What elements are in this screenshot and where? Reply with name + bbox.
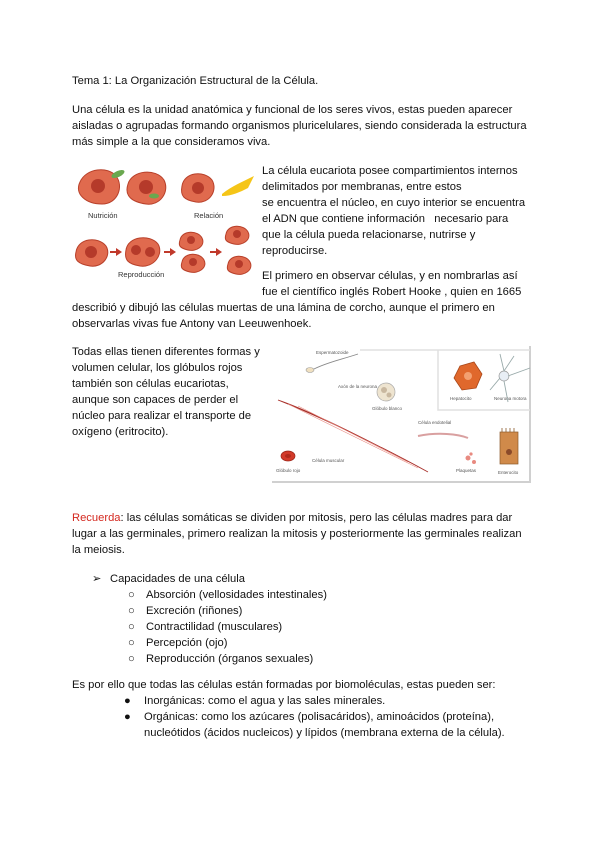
eukaryote-line: reproducirse. [262, 245, 328, 257]
cell-functions-figure [72, 160, 258, 280]
reproduction-label: Reproducción [118, 270, 165, 279]
neuron-label: Neurona motora [494, 396, 527, 401]
recuerda-line: lugar a las germinales, primero realizan la mitosis y posteriormente las germinales realizan [72, 528, 522, 540]
capacidades-heading [92, 571, 245, 587]
arrow-bullet-icon: ➢ [92, 573, 102, 585]
red-blood-cell [281, 451, 295, 461]
dot-bullet-icon: ● [124, 711, 131, 723]
reproduction-sequence [76, 226, 251, 274]
recuerda-label: Recuerda [72, 512, 121, 524]
recuerda-paragraph [72, 510, 534, 558]
sperm-label: Espermatozoide [316, 350, 349, 355]
cell-types-line: Todas ellas tienen diferentes formas y [72, 346, 260, 358]
circle-bullet-icon: ○ [128, 637, 135, 649]
hooke-line: fue el científico inglés Robert Hooke , quien en 1665 [262, 286, 522, 298]
intro-paragraph [72, 102, 532, 150]
capacidades-title: Capacidades de una célula [110, 573, 245, 585]
endothelial-label: Célula endotelial [418, 420, 452, 425]
capacidades-list [128, 587, 327, 667]
nutrition-cell-2 [127, 172, 166, 204]
hooke-paragraph-start [262, 268, 534, 300]
eukaryote-line: delimitados por membranas, entre estos [262, 181, 462, 193]
muscle-label: Célula muscular [312, 458, 345, 463]
arrow-right-icon [170, 248, 176, 256]
intro-line: más simple a la que consideramos viva. [72, 136, 271, 148]
circle-bullet-icon: ○ [128, 589, 135, 601]
hepatocyte-label: Hepatocito [450, 396, 472, 401]
hooke-paragraph-end [72, 300, 534, 332]
relation-cell [182, 174, 215, 202]
circle-bullet-icon: ○ [128, 653, 135, 665]
list-item: ○ Reproducción (órganos sexuales) [128, 653, 314, 665]
enterocyte-label: Enterocito [498, 470, 519, 475]
list-item: ○ Contractilidad (musculares) [128, 621, 283, 633]
eukaryote-line: La célula eucariota posee compartimientos internos [262, 165, 518, 177]
cell-types-line: también son células eucariotas, [72, 378, 229, 390]
axon-label: Axón de la neurona [338, 384, 378, 389]
arrow-right-icon [216, 248, 222, 256]
circle-bullet-icon: ○ [128, 605, 135, 617]
list-item: ○ Absorción (vellosidades intestinales) [128, 589, 327, 601]
nutrition-label: Nutrición [88, 211, 118, 220]
circle-bullet-icon: ○ [128, 621, 135, 633]
relation-label: Relación [194, 211, 224, 220]
cell-types-paragraph [72, 344, 264, 440]
cell-types-figure [268, 340, 538, 492]
hooke-line: El primero en observar células, y en nombrarlas así [262, 270, 518, 282]
biomoleculas-intro: Es por ello que todas las células están formadas por biomoléculas, estas pueden ser: [72, 679, 496, 691]
eukaryote-line: que la célula pueda relacionarse, nutrirse y [262, 229, 476, 241]
intro-line: Una célula es la unidad anatómica y funcional de los seres vivos, estas pueden aparecer [72, 104, 513, 116]
hooke-line: describió y dibujó las células muertas de una lámina de corcho, aunque el primero en [72, 302, 495, 314]
stimulus-icon [222, 176, 254, 196]
list-item: ○ Excreción (riñones) [128, 605, 243, 617]
hooke-line: observarlas vivas fue Antony van Leeuwenhoek. [72, 318, 312, 330]
list-item: ● Orgánicas: como los azúcares (polisacáridos), aminoácidos (proteína), nucleótidos (ácidos nucleicos) y lípidos (membrana externa de la célula). [124, 711, 505, 739]
white-blood-cell [377, 383, 395, 401]
recuerda-line: la meiosis. [72, 544, 125, 556]
recuerda-text: : las células somáticas se dividen por mitosis, pero las células madres para dar [120, 512, 513, 524]
eukaryote-line: el ADN que contiene información necesario para [262, 213, 509, 225]
intro-line: aisladas o agrupadas formando organismos pluricelulares, siendo considerada la estructura [72, 120, 527, 132]
dot-bullet-icon: ● [124, 695, 131, 707]
cell-types-line: aunque son capaces de perder el [72, 394, 239, 406]
biomoleculas-list [124, 693, 534, 741]
cell-types-line: volumen celular, los glóbulos rojos [72, 362, 243, 374]
enterocyte [500, 428, 518, 464]
cell-types-line: oxígeno (eritrocito). [72, 426, 169, 438]
page-title: Tema 1: La Organización Estructural de la Célula. [72, 75, 319, 87]
platelets-label: Plaquetas [456, 468, 477, 473]
wbc-label: Glóbulo blanco [372, 406, 403, 411]
rbc-label: Glóbulo rojo [276, 468, 301, 473]
list-item: ● Inorgánicas: como el agua y las sales minerales. [124, 695, 386, 707]
recuerda-line [72, 510, 534, 526]
arrow-right-icon [116, 248, 122, 256]
cell-types-line: núcleo para realizar el transporte de [72, 410, 252, 422]
eukaryote-paragraph [262, 163, 534, 259]
eukaryote-line: se encuentra el núcleo, en cuyo interior se encuentra [262, 197, 526, 209]
list-item: ○ Percepción (ojo) [128, 637, 228, 649]
